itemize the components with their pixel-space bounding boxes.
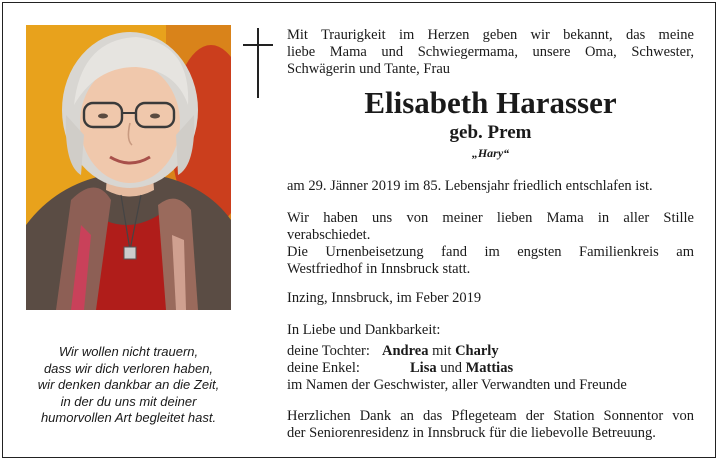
announcement-intro [287,27,694,78]
intro-line: Mit Traurigkeit im Herzen geben wir bekannt, das meine [287,27,694,43]
nickname: „Hary“ [471,146,510,160]
poem-line: in der du uns mit deiner [60,393,197,409]
deceased-name: Elisabeth Harasser [364,85,617,120]
daughter-with: mit [432,343,452,359]
grandchildren-label: deine Enkel: [287,360,360,376]
thanks-heading: In Liebe und Dankbarkeit: [287,322,441,338]
farewell-line: Wir haben uns von meiner lieben Mama in aller Stille [287,210,694,226]
grandchildren-row [287,360,694,377]
place-and-date: Inzing, Innsbruck, im Feber 2019 [287,290,482,306]
grandchild-name: Mattias [465,360,514,376]
poem-line: dass wir dich verloren haben, [43,360,214,376]
final-thanks-line: Herzlichen Dank an das Pflegeteam der Station Sonnentor von [287,408,694,424]
portrait-photo [26,25,231,310]
date-of-death: am 29. Jänner 2019 im 85. Lebensjahr friedlich entschlafen ist. [287,178,653,194]
daughter-partner: Charly [455,343,499,359]
farewell-paragraph [287,210,694,278]
daughter-name: Andrea [382,343,429,359]
cross-icon-bar [243,44,273,46]
daughter-row [287,343,694,360]
cross-icon [257,28,259,98]
grandchild-name: Lisa [410,360,437,376]
memorial-poem [26,344,231,427]
farewell-line: Die Urnenbeisetzung fand im engsten Familienkreis am [287,244,694,260]
grandchildren-and: und [440,360,462,376]
daughter-label: deine Tochter: [287,343,370,359]
others-row: im Namen der Geschwister, aller Verwandten und Freunde [287,377,627,393]
farewell-line: verabschiedet. [287,227,371,243]
intro-line: Schwägerin und Tante, Frau [287,61,451,77]
maiden-name: geb. Prem [449,122,532,143]
poem-line: Wir wollen nicht trauern, [58,344,199,359]
intro-line: liebe Mama und Schwiegermama, unsere Oma, Schwester, [287,44,694,60]
family-list [287,343,694,394]
poem-line: humorvollen Art begleitet hast. [40,410,217,425]
farewell-line: Westfriedhof in Innsbruck statt. [287,261,471,277]
final-thanks [287,408,694,442]
final-thanks-line: der Seniorenresidenz in Innsbruck für die liebevolle Betreuung. [287,425,656,441]
poem-line: wir denken dankbar an die Zeit, [37,377,220,392]
